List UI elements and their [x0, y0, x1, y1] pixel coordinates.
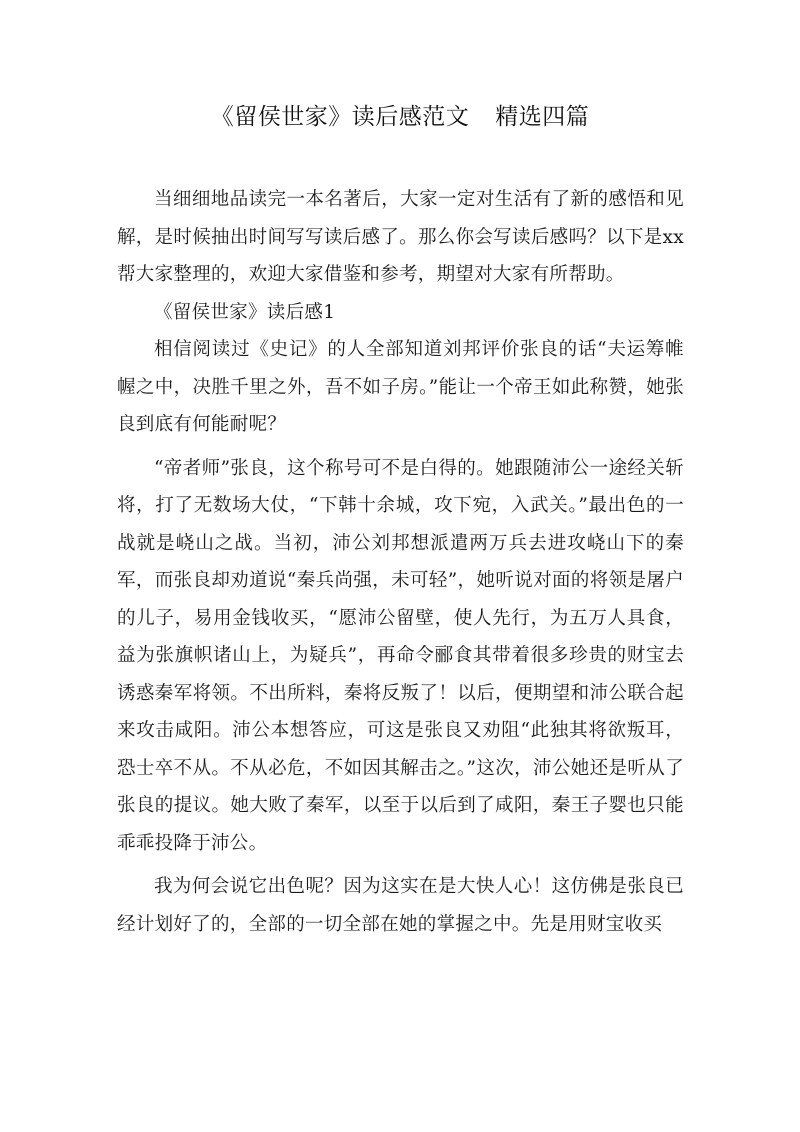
body-paragraph: “帝者师”张良，这个称号可不是白得的。她跟随沛公一途经关斩将，打了无数场大仗，“下韩十余城，攻下宛，入武关。”最出色的一战就是峣山之战。当初，沛公刘邦想派遣两万兵去进攻峣山下的秦军，而张良却劝道说“秦兵尚强，未可轻”，她听说对面的将领是屠户的儿子，易用金钱收买，“愿沛公留壁，使人先行，为五万人具食，益为张旗帜诸山上，为疑兵”，再命令郦食其带着很多珍贵的财宝去诱惑秦军将领。不出所料，秦将反叛了！以后，便期望和沛公联合起来攻击咸阳。沛公本想答应，可这是张良又劝阻“此独其将欲叛耳，恐士卒不从。不从必危，不如因其解击之。”这次，沛公她还是听从了张良的提议。她大败了秦军，以至于以后到了咸阳，秦王子婴也只能乖乖投降于沛公。	[117, 457, 684, 854]
title-main: 《留侯世家》读后感范文	[210, 104, 470, 130]
body-paragraph: 我为何会说它出色呢？因为这实在是大快人心！这仿佛是张良已经计划好了的，全部的一切全部在她的掌握之中。先是用财宝收买	[117, 876, 684, 935]
document-body	[117, 181, 684, 943]
title-sub: 精选四篇	[495, 104, 590, 130]
document-title	[0, 100, 800, 134]
intro-paragraph: 当细细地品读完一本名著后，大家一定对生活有了新的感悟和见解，是时候抽出时间写写读后感了。那么你会写读后感吗？以下是xx帮大家整理的，欢迎大家借鉴和参考，期望对大家有所帮助。	[117, 189, 684, 285]
body-paragraph: 相信阅读过《史记》的人全部知道刘邦评价张良的话“夫运筹帷幄之中，决胜千里之外，吾不如子房。”能让一个帝王如此称赞，她张良到底有何能耐呢？	[117, 339, 684, 435]
section-heading: 《留侯世家》读后感1	[154, 301, 336, 323]
